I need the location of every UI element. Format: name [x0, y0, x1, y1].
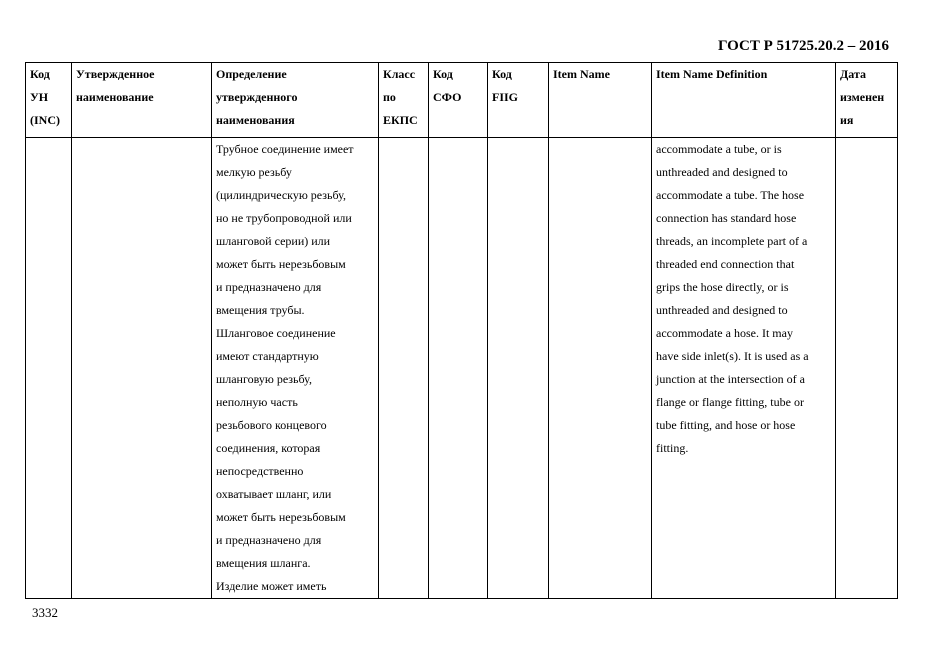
- column-header-code-un: [26, 63, 72, 138]
- cell-fiig-code: [488, 138, 549, 599]
- column-header-line: Класс: [383, 67, 416, 81]
- cell-text-line: tube fitting, and hose or hose: [656, 418, 796, 432]
- column-header-line: Код: [30, 67, 50, 81]
- cell-text-line: junction at the intersection of a: [656, 372, 805, 386]
- column-header-fiig-code: [488, 63, 549, 138]
- column-header-line: ия: [840, 113, 854, 127]
- cell-text-line: вмещения трубы.: [216, 303, 305, 317]
- cell-text-line: шланговой серии) или: [216, 234, 331, 248]
- cell-ekps-class: [379, 138, 429, 599]
- column-header-line: СФО: [433, 90, 462, 104]
- cell-text-line: flange or flange fitting, tube or: [656, 395, 804, 409]
- cell-text-line: но не трубопроводной или: [216, 211, 352, 225]
- cell-text-line: может быть нерезьбовым: [216, 510, 346, 524]
- cell-definition: [212, 138, 379, 599]
- cell-item-name-definition: [652, 138, 836, 599]
- cell-text-line: может быть нерезьбовым: [216, 257, 346, 271]
- column-header-line: Код: [492, 67, 512, 81]
- column-header-line: Дата: [840, 67, 866, 81]
- column-header-line: (INC): [30, 113, 60, 127]
- cell-text-line: мелкую резьбу: [216, 165, 292, 179]
- specification-table: [25, 62, 898, 599]
- column-header-item-name-definition: [652, 63, 836, 138]
- column-header-line: Item Name: [553, 67, 610, 81]
- column-header-approved-name: [72, 63, 212, 138]
- column-header-definition: [212, 63, 379, 138]
- cell-text-line: Изделие может иметь: [216, 579, 327, 593]
- table-header-row: [26, 63, 898, 138]
- cell-text-line: неполную часть: [216, 395, 298, 409]
- cell-text-line: accommodate a hose. It may: [656, 326, 793, 340]
- cell-text-line: accommodate a tube. The hose: [656, 188, 805, 202]
- cell-text-line: Шланговое соединение: [216, 326, 336, 340]
- cell-sfo-code: [429, 138, 488, 599]
- column-header-line: Утвержденное: [76, 67, 155, 81]
- column-header-line: по: [383, 90, 396, 104]
- cell-text-line: шланговую резьбу,: [216, 372, 312, 386]
- cell-text-line: непосредственно: [216, 464, 304, 478]
- cell-approved-name: [72, 138, 212, 599]
- cell-text-line: fitting.: [656, 441, 689, 455]
- column-header-line: Item Name Definition: [656, 67, 768, 81]
- cell-text-line: threaded end connection that: [656, 257, 795, 271]
- cell-item-name: [549, 138, 652, 599]
- column-header-line: изменен: [840, 90, 885, 104]
- column-header-ekps-class: [379, 63, 429, 138]
- cell-text-line: и предназначено для: [216, 280, 322, 294]
- cell-change-date: [836, 138, 898, 599]
- cell-text-line: accommodate a tube, or is: [656, 142, 782, 156]
- cell-text-line: вмещения шланга.: [216, 556, 311, 570]
- cell-text-line: и предназначено для: [216, 533, 322, 547]
- cell-code-un: [26, 138, 72, 599]
- cell-text-line: connection has standard hose: [656, 211, 797, 225]
- cell-text-line: соединения, которая: [216, 441, 321, 455]
- document-standard-header: ГОСТ Р 51725.20.2 – 2016: [717, 38, 889, 54]
- page-number: 3332: [32, 605, 58, 620]
- cell-text-line: (цилиндрическую резьбу,: [216, 188, 346, 202]
- cell-text-line: grips the hose directly, or is: [656, 280, 789, 294]
- cell-text-line: threads, an incomplete part of a: [656, 234, 808, 248]
- column-header-line: наименования: [216, 113, 295, 127]
- column-header-item-name: [549, 63, 652, 138]
- column-header-line: Код: [433, 67, 453, 81]
- cell-text-line: охватывает шланг, или: [216, 487, 332, 501]
- cell-text-line: резьбового концевого: [216, 418, 327, 432]
- column-header-line: ЕКПС: [383, 113, 418, 127]
- column-header-line: утвержденного: [216, 90, 298, 104]
- column-header-sfo-code: [429, 63, 488, 138]
- cell-text-line: have side inlet(s). It is used as a: [656, 349, 809, 363]
- cell-text-line: Трубное соединение имеет: [216, 142, 354, 156]
- table-row: [26, 138, 898, 599]
- column-header-line: УН: [30, 90, 49, 104]
- cell-text-line: unthreaded and designed to: [656, 165, 788, 179]
- cell-text-line: имеют стандартную: [216, 349, 319, 363]
- cell-text-line: unthreaded and designed to: [656, 303, 788, 317]
- column-header-line: наименование: [76, 90, 154, 104]
- column-header-change-date: [836, 63, 898, 138]
- column-header-line: FIIG: [492, 90, 519, 104]
- column-header-line: Определение: [216, 67, 287, 81]
